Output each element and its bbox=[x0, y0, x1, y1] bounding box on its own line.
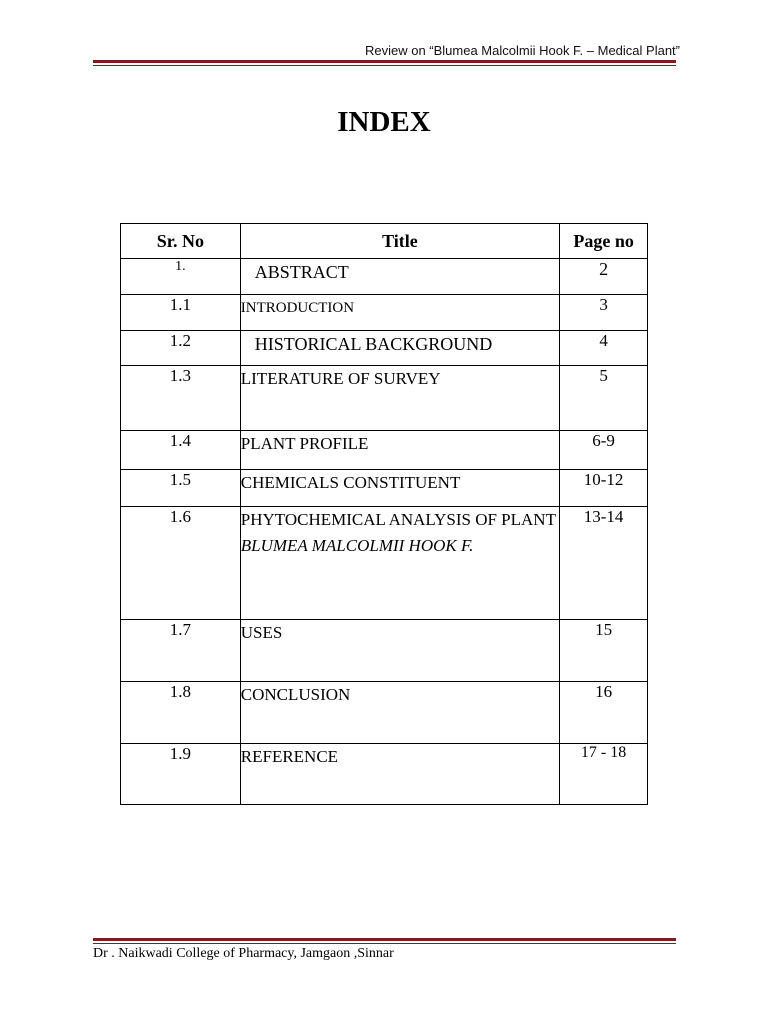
row-page: 3 bbox=[560, 295, 648, 331]
row-page: 2 bbox=[560, 259, 648, 295]
header-rule bbox=[93, 60, 676, 66]
table-header-row bbox=[121, 224, 648, 259]
row-sr: 1. bbox=[121, 259, 241, 295]
table-row bbox=[121, 431, 648, 470]
row-title: ABSTRACT bbox=[240, 259, 559, 295]
table-row bbox=[121, 744, 648, 805]
running-footer: Dr . Naikwadi College of Pharmacy, Jamgaon ,Sinnar bbox=[93, 946, 394, 961]
row-title: HISTORICAL BACKGROUND bbox=[240, 331, 559, 366]
row-page: 5 bbox=[560, 366, 648, 431]
page-title: INDEX bbox=[337, 106, 431, 138]
row-title: INTRODUCTION bbox=[240, 295, 559, 331]
header-page-no: Page no bbox=[560, 224, 648, 259]
table-row bbox=[121, 331, 648, 366]
row-sr: 1.5 bbox=[121, 470, 241, 507]
header-title: Title bbox=[240, 224, 559, 259]
table-row bbox=[121, 259, 648, 295]
row-sr: 1.4 bbox=[121, 431, 241, 470]
row-sr: 1.9 bbox=[121, 744, 241, 805]
row-sr: 1.3 bbox=[121, 366, 241, 431]
row-page: 13-14 bbox=[560, 507, 648, 620]
row-sr: 1.1 bbox=[121, 295, 241, 331]
row-page: 10-12 bbox=[560, 470, 648, 507]
header-sr-no: Sr. No bbox=[121, 224, 241, 259]
row-page: 16 bbox=[560, 682, 648, 744]
table-row bbox=[121, 682, 648, 744]
row-sr: 1.8 bbox=[121, 682, 241, 744]
row-page: 6-9 bbox=[560, 431, 648, 470]
footer-rule bbox=[93, 938, 676, 944]
row-title: LITERATURE OF SURVEY bbox=[240, 366, 559, 431]
table-row bbox=[121, 295, 648, 331]
table-row bbox=[121, 366, 648, 431]
row-title: CONCLUSION bbox=[240, 682, 559, 744]
row-page: 4 bbox=[560, 331, 648, 366]
row-title: USES bbox=[240, 620, 559, 682]
table-row bbox=[121, 507, 648, 620]
running-header: Review on “Blumea Malcolmii Hook F. – Medical Plant” bbox=[364, 43, 680, 58]
row-page: 17 - 18 bbox=[560, 744, 648, 805]
row-sr: 1.7 bbox=[121, 620, 241, 682]
table-row bbox=[121, 470, 648, 507]
row-title-italic: BLUMEA MALCOLMII HOOK F. bbox=[240, 536, 474, 555]
row-page: 15 bbox=[560, 620, 648, 682]
row-title: PHYTOCHEMICAL ANALYSIS OF PLANT bbox=[240, 510, 556, 529]
row-title: PLANT PROFILE bbox=[240, 431, 559, 470]
row-sr: 1.2 bbox=[121, 331, 241, 366]
row-title: REFERENCE bbox=[240, 744, 559, 805]
row-title-cell bbox=[240, 507, 559, 620]
table-row bbox=[121, 620, 648, 682]
index-table bbox=[120, 223, 648, 805]
row-title: CHEMICALS CONSTITUENT bbox=[240, 470, 559, 507]
row-sr: 1.6 bbox=[121, 507, 241, 620]
